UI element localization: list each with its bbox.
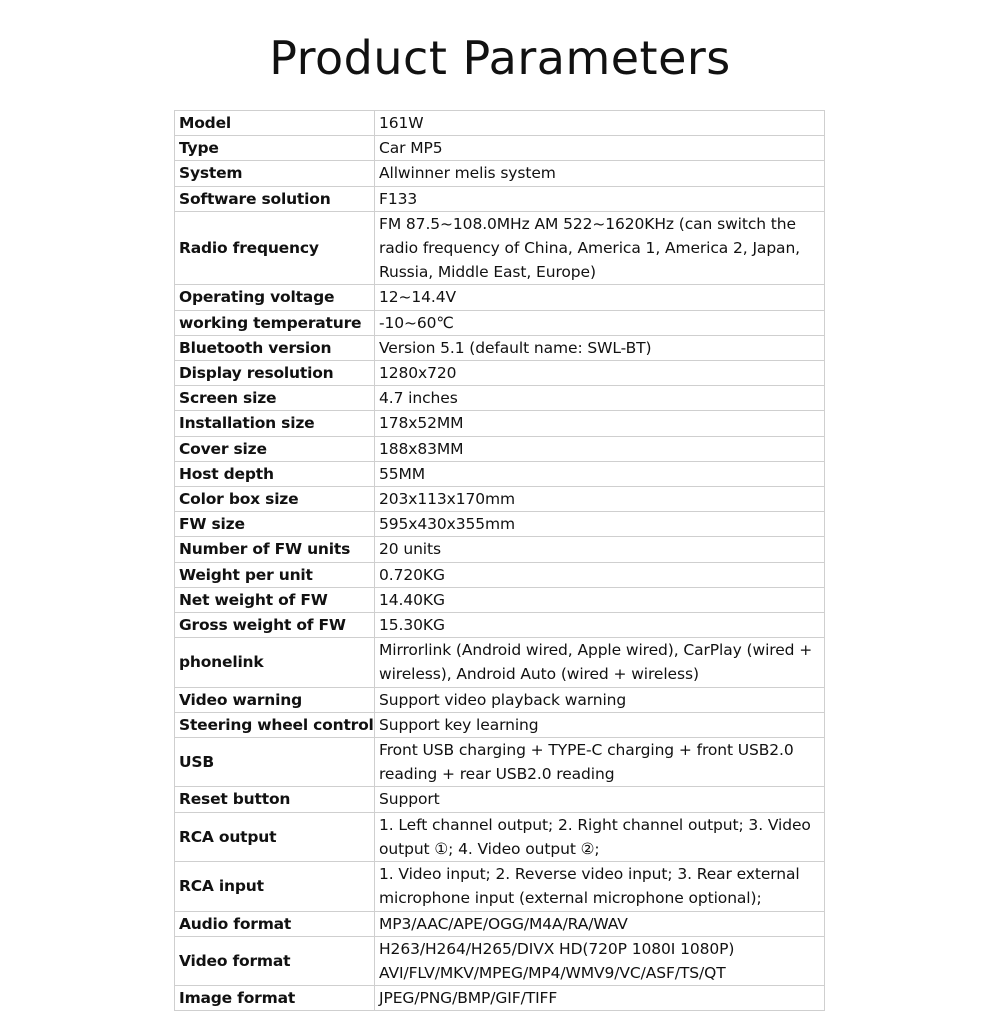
- row-value: 1. Left channel output; 2. Right channel output; 3. Video output ①; 4. Video output ②;: [375, 812, 825, 861]
- row-value: 203x113x170mm: [375, 487, 825, 512]
- row-value: Allwinner melis system: [375, 161, 825, 186]
- row-value: JPEG/PNG/BMP/GIF/TIFF: [375, 986, 825, 1011]
- row-label: Color box size: [175, 487, 375, 512]
- row-label: Weight per unit: [175, 562, 375, 587]
- row-label: Host depth: [175, 461, 375, 486]
- row-value: 4.7 inches: [375, 386, 825, 411]
- table-row: [175, 186, 825, 211]
- row-label: Model: [175, 111, 375, 136]
- row-value: Version 5.1 (default name: SWL-BT): [375, 335, 825, 360]
- page-title: Product Parameters: [269, 31, 731, 85]
- table-row: [175, 111, 825, 136]
- row-label: Installation size: [175, 411, 375, 436]
- row-value: Support key learning: [375, 712, 825, 737]
- table-row: [175, 436, 825, 461]
- table-row: [175, 512, 825, 537]
- table-row: [175, 211, 825, 285]
- table-row: [175, 562, 825, 587]
- row-value: Support: [375, 787, 825, 812]
- row-label: Operating voltage: [175, 285, 375, 310]
- row-value: 15.30KG: [375, 613, 825, 638]
- row-value: Mirrorlink (Android wired, Apple wired), CarPlay (wired + wireless), Android Auto (wired + wireless): [375, 638, 825, 687]
- row-label: Gross weight of FW: [175, 613, 375, 638]
- row-value: 20 units: [375, 537, 825, 562]
- row-label: Audio format: [175, 911, 375, 936]
- row-label: Software solution: [175, 186, 375, 211]
- row-label: Bluetooth version: [175, 335, 375, 360]
- row-label: Reset button: [175, 787, 375, 812]
- table-row: [175, 712, 825, 737]
- row-value: FM 87.5~108.0MHz AM 522~1620KHz (can switch the radio frequency of China, America 1, America 2, Japan, Russia, Middle East, Europe): [375, 211, 825, 285]
- row-value: 178x52MM: [375, 411, 825, 436]
- table-row: [175, 587, 825, 612]
- row-value: MP3/AAC/APE/OGG/M4A/RA/WAV: [375, 911, 825, 936]
- row-label: USB: [175, 738, 375, 787]
- row-label: Video warning: [175, 687, 375, 712]
- row-value: 161W: [375, 111, 825, 136]
- table-row: [175, 310, 825, 335]
- row-label: Display resolution: [175, 361, 375, 386]
- row-value: 1. Video input; 2. Reverse video input; 3. Rear external microphone input (external microphone optional);: [375, 862, 825, 911]
- table-row: [175, 461, 825, 486]
- row-label: Type: [175, 136, 375, 161]
- parameters-table-body: [175, 111, 825, 1011]
- row-label: Image format: [175, 986, 375, 1011]
- table-row: [175, 638, 825, 687]
- row-label: Cover size: [175, 436, 375, 461]
- row-label: Net weight of FW: [175, 587, 375, 612]
- row-label: Screen size: [175, 386, 375, 411]
- row-value: Support video playback warning: [375, 687, 825, 712]
- row-value: 14.40KG: [375, 587, 825, 612]
- row-value: 595x430x355mm: [375, 512, 825, 537]
- table-row: [175, 136, 825, 161]
- row-value: -10~60℃: [375, 310, 825, 335]
- row-label: FW size: [175, 512, 375, 537]
- table-row: [175, 911, 825, 936]
- table-row: [175, 386, 825, 411]
- table-row: [175, 812, 825, 861]
- row-value: 55MM: [375, 461, 825, 486]
- table-row: [175, 787, 825, 812]
- row-label: Radio frequency: [175, 211, 375, 285]
- table-row: [175, 738, 825, 787]
- table-row: [175, 361, 825, 386]
- table-row: [175, 936, 825, 985]
- table-row: [175, 862, 825, 911]
- row-label: RCA output: [175, 812, 375, 861]
- table-row: [175, 161, 825, 186]
- row-value: 188x83MM: [375, 436, 825, 461]
- table-row: [175, 487, 825, 512]
- row-value: Car MP5: [375, 136, 825, 161]
- row-label: RCA input: [175, 862, 375, 911]
- row-label: Video format: [175, 936, 375, 985]
- parameters-table: [174, 110, 825, 1011]
- row-label: phonelink: [175, 638, 375, 687]
- row-label: Steering wheel control: [175, 712, 375, 737]
- row-label: Number of FW units: [175, 537, 375, 562]
- table-row: [175, 411, 825, 436]
- row-value: H263/H264/H265/DIVX HD(720P 1080I 1080P) AVI/FLV/MKV/MPEG/MP4/WMV9/VC/ASF/TS/QT: [375, 936, 825, 985]
- row-label: working temperature: [175, 310, 375, 335]
- table-row: [175, 613, 825, 638]
- table-row: [175, 986, 825, 1011]
- table-row: [175, 335, 825, 360]
- row-value: F133: [375, 186, 825, 211]
- table-row: [175, 285, 825, 310]
- row-value: 12~14.4V: [375, 285, 825, 310]
- table-row: [175, 687, 825, 712]
- table-row: [175, 537, 825, 562]
- row-value: 1280x720: [375, 361, 825, 386]
- row-value: Front USB charging + TYPE-C charging + front USB2.0 reading + rear USB2.0 reading: [375, 738, 825, 787]
- row-value: 0.720KG: [375, 562, 825, 587]
- row-label: System: [175, 161, 375, 186]
